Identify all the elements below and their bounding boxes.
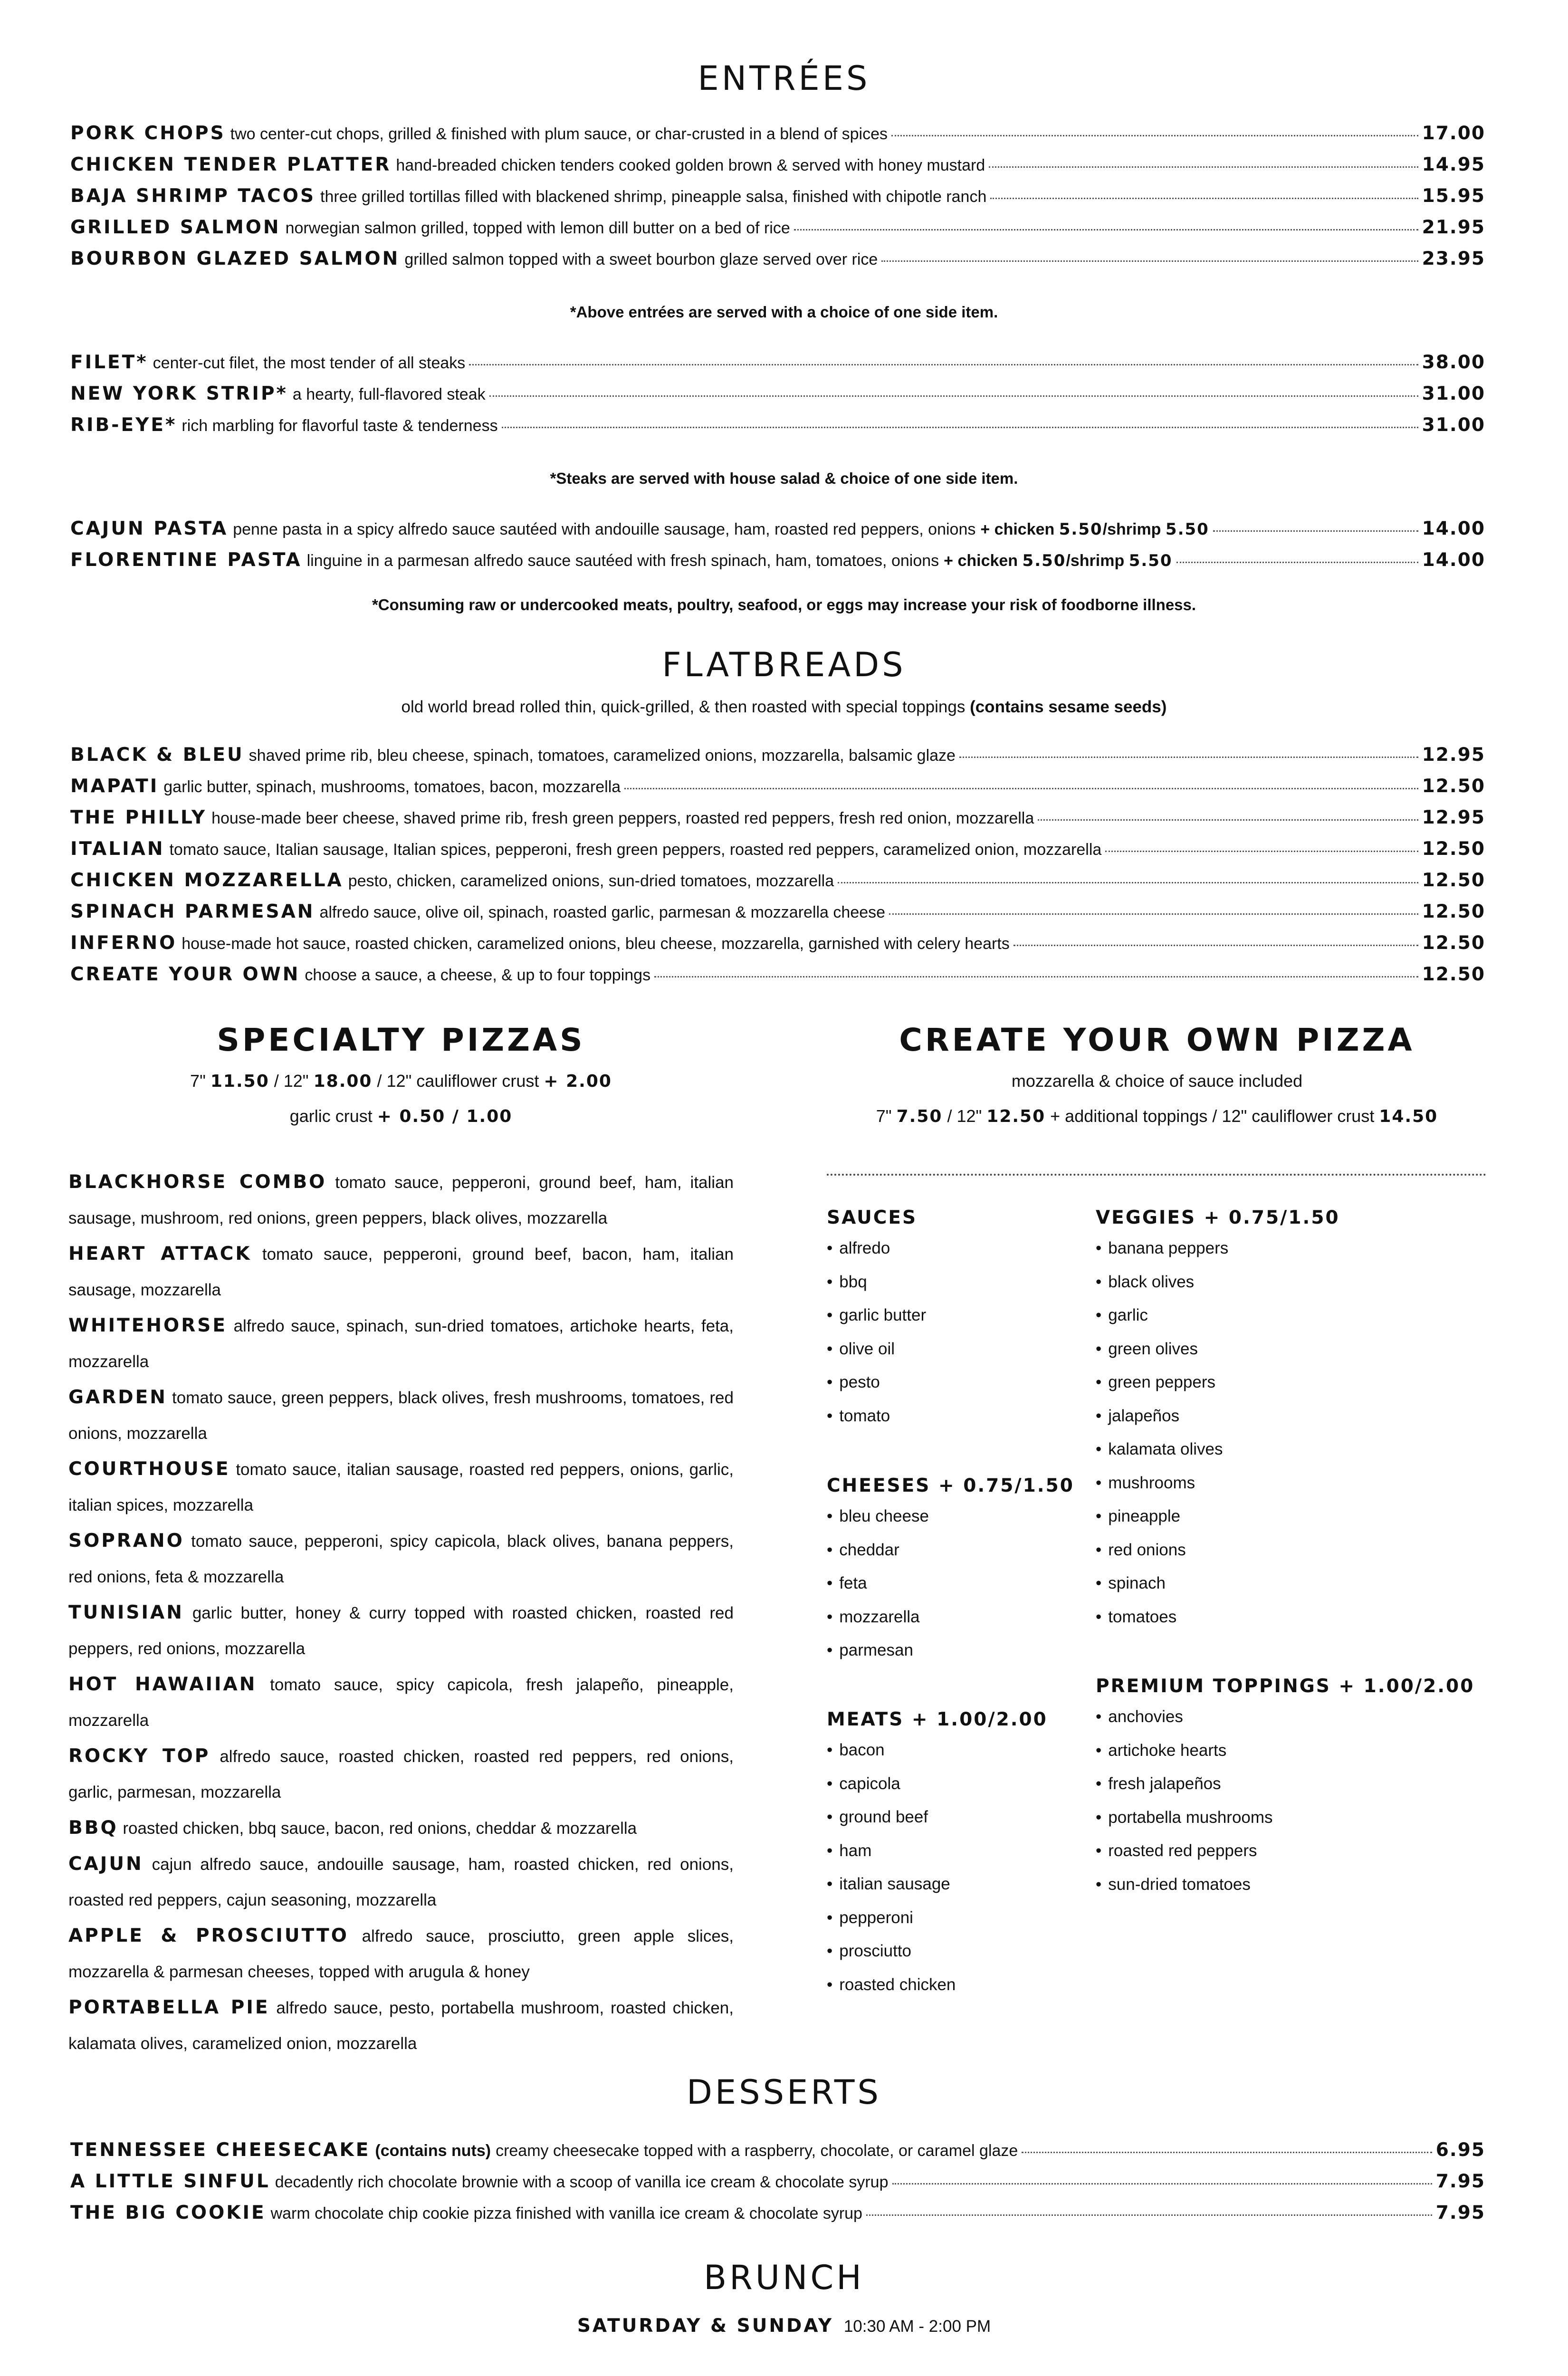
- item-desc: creamy cheesecake topped with a raspberry, chocolate, or caramel glaze: [496, 2142, 1018, 2160]
- dot-leader: [624, 788, 1418, 789]
- price-small: 11.50: [210, 1072, 269, 1091]
- flatbread-item: [70, 901, 1485, 929]
- item-desc: house-made hot sauce, roasted chicken, caramelized onions, bleu cheese, mozzarella, garnished with celery hearts: [182, 935, 1010, 953]
- pizza-desc: alfredo sauce, spinach, sun-dried tomatoes, artichoke hearts, feta, mozzarella: [68, 1317, 734, 1371]
- list-item: • fresh jalapeños: [1096, 1770, 1474, 1803]
- price-small: 7.50: [896, 1107, 943, 1126]
- meat-list: [827, 1736, 1048, 2004]
- pizza-item: [68, 1451, 734, 1523]
- dot-leader: [881, 260, 1418, 262]
- item-price: 14.95: [1422, 154, 1485, 175]
- list-item: • olive oil: [827, 1335, 926, 1369]
- list-item: • capicola: [827, 1770, 1048, 1803]
- item-desc: alfredo sauce, olive oil, spinach, roasted garlic, parmesan & mozzarella cheese: [319, 903, 886, 921]
- flatbread-item: [70, 932, 1485, 960]
- list-item: • pineapple: [1096, 1502, 1340, 1536]
- sauces-group: [827, 1207, 926, 1435]
- list-item: • spinach: [1096, 1569, 1340, 1603]
- item-name: FLORENTINE PASTA: [70, 549, 302, 571]
- addon-shrimp-label: /shrimp: [1102, 520, 1161, 538]
- flatbread-item: [70, 870, 1485, 897]
- pizza-name: PORTABELLA PIE: [68, 1997, 270, 2018]
- pizza-desc: alfredo sauce, roasted chicken, roasted red peppers, red onions, garlic, parmesan, mozzarella: [68, 1747, 734, 1801]
- item-desc: tomato sauce, Italian sausage, Italian spices, pepperoni, fresh green peppers, roasted red peppers, caramelized onion, mozzarella: [169, 841, 1102, 859]
- pizza-item: [68, 1164, 734, 1236]
- item-price: 12.50: [1422, 776, 1485, 797]
- dot-leader: [1038, 819, 1418, 821]
- dot-leader: [502, 427, 1418, 428]
- specialty-pricing: [68, 1071, 734, 1091]
- item-desc: garlic butter, spinach, mushrooms, tomatoes, bacon, mozzarella: [163, 778, 621, 796]
- pizza-desc: tomato sauce, pepperoni, spicy capicola, black olives, banana peppers, red onions, feta & mozzarella: [68, 1532, 734, 1586]
- pizza-desc: alfredo sauce, pesto, portabella mushroom, roasted chicken, kalamata olives, caramelized onion, mozzarella: [68, 1999, 734, 2053]
- list-item: • feta: [827, 1569, 1074, 1603]
- item-desc: penne pasta in a spicy alfredo sauce sautéed with andouille sausage, ham, roasted red peppers, onions: [233, 520, 976, 538]
- list-item: • green peppers: [1096, 1368, 1340, 1402]
- list-item: • jalapeños: [1096, 1402, 1340, 1436]
- item-desc: decadently rich chocolate brownie with a scoop of vanilla ice cream & chocolate syrup: [275, 2173, 889, 2191]
- item-price: 23.95: [1422, 248, 1485, 269]
- item-name: NEW YORK STRIP*: [70, 383, 288, 404]
- entree-item: [70, 123, 1485, 150]
- pizza-item: [68, 1738, 734, 1810]
- create-your-own-heading: CREATE YOUR OWN PIZZA: [899, 1022, 1415, 1058]
- pizza-desc: roasted chicken, bbq sauce, bacon, red onions, cheddar & mozzarella: [123, 1819, 637, 1838]
- size-large: / 12": [942, 1106, 982, 1126]
- size-large: / 12": [269, 1071, 309, 1091]
- premium-list: [1096, 1703, 1474, 1904]
- steak-item: [70, 383, 1485, 411]
- size-small: 7": [190, 1071, 206, 1091]
- group-title: VEGGIES + 0.75/1.50: [1096, 1207, 1340, 1228]
- dot-leader: [469, 364, 1418, 365]
- pizza-desc: alfredo sauce, prosciutto, green apple slices, mozzarella & parmesan cheeses, topped with arugula & honey: [68, 1927, 734, 1981]
- dot-leader: [866, 2214, 1432, 2216]
- steak-item: [70, 414, 1485, 442]
- flatbreads-heading: FLATBREADS: [662, 645, 906, 684]
- pizza-name: TUNISIAN: [68, 1602, 184, 1623]
- item-price: 7.95: [1435, 2171, 1485, 2192]
- item-name: THE PHILLY: [70, 807, 207, 828]
- dessert-item: [70, 2202, 1485, 2230]
- pizza-desc: tomato sauce, pepperoni, ground beef, ham, italian sausage, mushroom, red onions, green peppers, black olives, mozzarella: [68, 1173, 734, 1227]
- item-name: BOURBON GLAZED SALMON: [70, 248, 400, 269]
- group-title: PREMIUM TOPPINGS + 1.00/2.00: [1096, 1676, 1475, 1697]
- veggie-list: [1096, 1234, 1340, 1636]
- item-name: SPINACH PARMESAN: [70, 901, 315, 922]
- list-item: • red onions: [1096, 1536, 1340, 1570]
- item-price: 12.50: [1422, 932, 1485, 954]
- size-small: 7": [876, 1106, 892, 1126]
- item-name: CHICKEN TENDER PLATTER: [70, 154, 392, 175]
- item-addon: [944, 551, 1172, 570]
- pasta-item: [70, 549, 1485, 577]
- list-item: • parmesan: [827, 1636, 1074, 1670]
- price-large: 18.00: [313, 1072, 373, 1091]
- list-item: • tomato: [827, 1402, 926, 1436]
- addon-chicken-price: 5.50: [1022, 551, 1066, 570]
- item-desc: pesto, chicken, caramelized onions, sun-dried tomatoes, mozzarella: [348, 872, 834, 890]
- dot-leader: [889, 913, 1418, 915]
- pizza-name: BLACKHORSE COMBO: [68, 1171, 327, 1193]
- addon-chicken-price: 5.50: [1059, 520, 1103, 539]
- item-desc: shaved prime rib, bleu cheese, spinach, tomatoes, caramelized onions, mozzarella, balsamic glaze: [249, 747, 956, 765]
- specialty-pizza-list: [68, 1164, 734, 2061]
- item-name: CAJUN PASTA: [70, 518, 229, 539]
- flatbread-item: [70, 964, 1485, 991]
- dotted-divider: [827, 1174, 1486, 1176]
- item-addon: [980, 520, 1209, 539]
- flatbread-item: [70, 744, 1485, 772]
- dot-leader: [959, 757, 1418, 758]
- entree-item: [70, 154, 1485, 182]
- premium-toppings-group: [1096, 1676, 1474, 1904]
- entrees-side-note: *Above entrées are served with a choice of one side item.: [570, 303, 998, 321]
- pizza-desc: garlic butter, honey & curry topped with roasted chicken, roasted red peppers, red onions, mozzarella: [68, 1604, 734, 1658]
- meats-group: [827, 1709, 1048, 2004]
- dot-leader: [989, 166, 1418, 168]
- entree-item: [70, 248, 1485, 276]
- item-price: 31.00: [1422, 414, 1485, 436]
- list-item: • tomatoes: [1096, 1603, 1340, 1637]
- pizza-item: [68, 1523, 734, 1595]
- list-item: • alfredo: [827, 1234, 926, 1268]
- item-name: INFERNO: [70, 932, 177, 954]
- item-desc: three grilled tortillas filled with blackened shrimp, pineapple salsa, finished with chipotle ranch: [320, 188, 987, 206]
- flatbreads-subtitle-text: old world bread rolled thin, quick-grilled, & then roasted with special toppings: [401, 698, 966, 716]
- pizza-desc: tomato sauce, spicy capicola, fresh jalapeño, pineapple, mozzarella: [68, 1676, 734, 1730]
- list-item: • black olives: [1096, 1268, 1340, 1302]
- dot-leader: [1213, 530, 1418, 532]
- additional-toppings-label: + additional toppings / 12" cauliflower crust: [1045, 1106, 1379, 1126]
- food-safety-note: *Consuming raw or undercooked meats, poultry, seafood, or eggs may increase your risk of foodborne illness.: [372, 596, 1196, 613]
- item-desc: warm chocolate chip cookie pizza finished with vanilla ice cream & chocolate syrup: [270, 2204, 862, 2223]
- item-name: CREATE YOUR OWN: [70, 964, 300, 985]
- list-item: • ham: [827, 1837, 1048, 1870]
- item-desc: hand-breaded chicken tenders cooked golden brown & served with honey mustard: [396, 156, 985, 174]
- cyo-included: mozzarella & choice of sauce included: [1011, 1071, 1303, 1091]
- dessert-item: [70, 2171, 1485, 2198]
- dot-leader: [489, 395, 1418, 397]
- list-item: • banana peppers: [1096, 1234, 1340, 1268]
- group-title: SAUCES: [827, 1207, 918, 1228]
- steaks-side-note: *Steaks are served with house salad & choice of one side item.: [550, 469, 1018, 487]
- pizza-name: ROCKY TOP: [68, 1745, 210, 1767]
- item-name: A LITTLE SINFUL: [70, 2171, 270, 2192]
- pizza-item: [68, 1990, 734, 2061]
- pizza-item: [68, 1667, 734, 1738]
- list-item: • bacon: [827, 1736, 1048, 1770]
- dot-leader: [1022, 2152, 1432, 2153]
- garlic-crust-price: + 0.50 / 1.00: [377, 1107, 513, 1126]
- list-item: • artichoke hearts: [1096, 1736, 1474, 1770]
- pizza-name: SOPRANO: [68, 1530, 184, 1552]
- entrees-heading: ENTRÉES: [698, 59, 870, 98]
- item-price: 31.00: [1422, 383, 1485, 404]
- flatbread-item: [70, 838, 1485, 866]
- pizza-desc: tomato sauce, green peppers, black olives, fresh mushrooms, tomatoes, red onions, mozzarella: [68, 1389, 734, 1443]
- group-title: MEATS + 1.00/2.00: [827, 1709, 1048, 1730]
- garlic-crust-pricing: [68, 1106, 734, 1126]
- dessert-item: [70, 2139, 1485, 2167]
- item-price: 12.95: [1422, 807, 1485, 828]
- pizza-name: CAJUN: [68, 1853, 143, 1875]
- pizza-item: [68, 1236, 734, 1308]
- list-item: • green olives: [1096, 1335, 1340, 1369]
- item-name: FILET*: [70, 352, 148, 373]
- entree-item: [70, 217, 1485, 244]
- list-item: • kalamata olives: [1096, 1435, 1340, 1469]
- list-item: • mushrooms: [1096, 1469, 1340, 1503]
- cheeses-group: [827, 1475, 1074, 1670]
- addon-shrimp-price: 5.50: [1128, 551, 1173, 570]
- item-name: CHICKEN MOZZARELLA: [70, 870, 344, 891]
- item-name: BLACK & BLEU: [70, 744, 244, 766]
- pizza-item: [68, 1308, 734, 1380]
- item-desc: norwegian salmon grilled, topped with lemon dill butter on a bed of rice: [285, 219, 790, 237]
- item-price: 6.95: [1435, 2139, 1485, 2161]
- desserts-heading: DESSERTS: [687, 2073, 881, 2112]
- pizza-item: [68, 1918, 734, 1990]
- item-price: 21.95: [1422, 217, 1485, 238]
- dot-leader: [892, 2183, 1432, 2184]
- price-large: 12.50: [986, 1107, 1046, 1126]
- pizza-item: [68, 1380, 734, 1451]
- pizza-name: HOT HAWAIIAN: [68, 1674, 257, 1695]
- pizza-name: GARDEN: [68, 1387, 167, 1408]
- item-desc: house-made beer cheese, shaved prime rib, fresh green peppers, roasted red peppers, fresh red onion, mozzarella: [211, 809, 1034, 827]
- group-title: CHEESES + 0.75/1.50: [827, 1475, 1074, 1496]
- item-desc: center-cut filet, the most tender of all steaks: [153, 354, 466, 372]
- brunch-time: 10:30 AM - 2:00 PM: [843, 2317, 991, 2336]
- flatbreads-allergen: (contains sesame seeds): [970, 698, 1167, 716]
- item-name: ITALIAN: [70, 838, 165, 860]
- item-price: 17.00: [1422, 123, 1485, 144]
- dot-leader: [1176, 562, 1418, 563]
- item-price: 12.50: [1422, 870, 1485, 891]
- pizza-desc: cajun alfredo sauce, andouille sausage, ham, roasted chicken, red onions, roasted red peppers, cajun seasoning, mozzarella: [68, 1855, 734, 1909]
- list-item: • cheddar: [827, 1536, 1074, 1570]
- item-name: RIB-EYE*: [70, 414, 177, 436]
- dot-leader: [794, 229, 1418, 230]
- dot-leader: [891, 135, 1418, 136]
- list-item: • pepperoni: [827, 1904, 1048, 1937]
- pizza-desc: tomato sauce, pepperoni, ground beef, bacon, ham, italian sausage, mozzarella: [68, 1245, 734, 1299]
- addon-shrimp-price: 5.50: [1165, 520, 1209, 539]
- pizza-item: [68, 1846, 734, 1918]
- list-item: • ground beef: [827, 1803, 1048, 1837]
- cyo-pricing: [827, 1106, 1487, 1126]
- list-item: • garlic: [1096, 1301, 1340, 1335]
- pizza-name: COURTHOUSE: [68, 1458, 230, 1480]
- item-name: GRILLED SALMON: [70, 217, 281, 238]
- list-item: • pesto: [827, 1368, 926, 1402]
- item-price: 14.00: [1422, 518, 1485, 539]
- pizza-name: HEART ATTACK: [68, 1243, 252, 1265]
- list-item: • italian sausage: [827, 1870, 1048, 1904]
- pizza-name: APPLE & PROSCIUTTO: [68, 1925, 349, 1946]
- list-item: • roasted chicken: [827, 1971, 1048, 2004]
- list-item: • anchovies: [1096, 1703, 1474, 1736]
- list-item: • roasted red peppers: [1096, 1837, 1474, 1870]
- item-price: 15.95: [1422, 185, 1485, 207]
- item-price: 7.95: [1435, 2202, 1485, 2223]
- addon-shrimp-label: /shrimp: [1066, 552, 1125, 570]
- addon-chicken-label: + chicken: [944, 552, 1018, 570]
- item-name: PORK CHOPS: [70, 123, 226, 144]
- dot-leader: [1013, 945, 1418, 946]
- item-name: BAJA SHRIMP TACOS: [70, 185, 316, 207]
- item-desc: rich marbling for flavorful taste & tenderness: [182, 417, 498, 435]
- garlic-crust-label: garlic crust: [289, 1106, 373, 1126]
- pizza-item: [68, 1595, 734, 1667]
- flatbread-item: [70, 807, 1485, 834]
- pasta-item: [70, 518, 1485, 546]
- brunch-heading: BRUNCH: [704, 2258, 864, 2297]
- item-name: THE BIG COOKIE: [70, 2202, 266, 2223]
- steak-item: [70, 352, 1485, 379]
- flatbread-item: [70, 776, 1485, 803]
- item-name: TENNESSEE CHEESECAKE: [70, 2139, 371, 2161]
- veggies-group: [1096, 1207, 1340, 1636]
- item-price: 14.00: [1422, 549, 1485, 571]
- dot-leader: [838, 882, 1418, 883]
- item-desc: two center-cut chops, grilled & finished with plum sauce, or char-crusted in a blend of spices: [230, 125, 888, 143]
- item-price: 12.50: [1422, 838, 1485, 860]
- specialty-pizzas-heading: SPECIALTY PIZZAS: [217, 1022, 585, 1058]
- list-item: • sun-dried tomatoes: [1096, 1870, 1474, 1904]
- list-item: • portabella mushrooms: [1096, 1803, 1474, 1837]
- flatbreads-subtitle: [0, 698, 1568, 717]
- dot-leader: [990, 198, 1418, 199]
- list-item: • mozzarella: [827, 1603, 1074, 1637]
- item-desc: linguine in a parmesan alfredo sauce sautéed with fresh spinach, ham, tomatoes, onions: [306, 552, 939, 570]
- item-desc: a hearty, full-flavored steak: [292, 385, 486, 403]
- cauliflower-label: / 12" cauliflower crust: [372, 1071, 539, 1091]
- item-price: 12.50: [1422, 901, 1485, 922]
- list-item: • bleu cheese: [827, 1502, 1074, 1536]
- item-price: 38.00: [1422, 352, 1485, 373]
- item-name: MAPATI: [70, 776, 159, 797]
- item-allergen: (contains nuts): [375, 2142, 491, 2160]
- pizza-item: [68, 1810, 734, 1846]
- item-desc: choose a sauce, a cheese, & up to four toppings: [305, 966, 651, 984]
- cauliflower-price: 14.50: [1379, 1107, 1438, 1126]
- cheese-list: [827, 1502, 1074, 1670]
- sauce-list: [827, 1234, 926, 1435]
- cauliflower-price: + 2.00: [544, 1072, 612, 1091]
- pizza-name: BBQ: [68, 1817, 118, 1839]
- dot-leader: [1105, 851, 1418, 852]
- entree-item: [70, 185, 1485, 213]
- list-item: • prosciutto: [827, 1937, 1048, 1971]
- pizza-name: WHITEHORSE: [68, 1315, 227, 1336]
- item-price: 12.50: [1422, 964, 1485, 985]
- pizza-desc: tomato sauce, italian sausage, roasted red peppers, onions, garlic, italian spices, mozzarella: [68, 1460, 734, 1514]
- item-desc: grilled salmon topped with a sweet bourbon glaze served over rice: [404, 250, 878, 268]
- brunch-hours: [0, 2315, 1568, 2337]
- list-item: • bbq: [827, 1268, 926, 1302]
- list-item: • garlic butter: [827, 1301, 926, 1335]
- addon-chicken-label: + chicken: [980, 520, 1055, 538]
- brunch-days: SATURDAY & SUNDAY: [577, 2315, 834, 2337]
- item-price: 12.95: [1422, 744, 1485, 766]
- dot-leader: [654, 976, 1418, 977]
